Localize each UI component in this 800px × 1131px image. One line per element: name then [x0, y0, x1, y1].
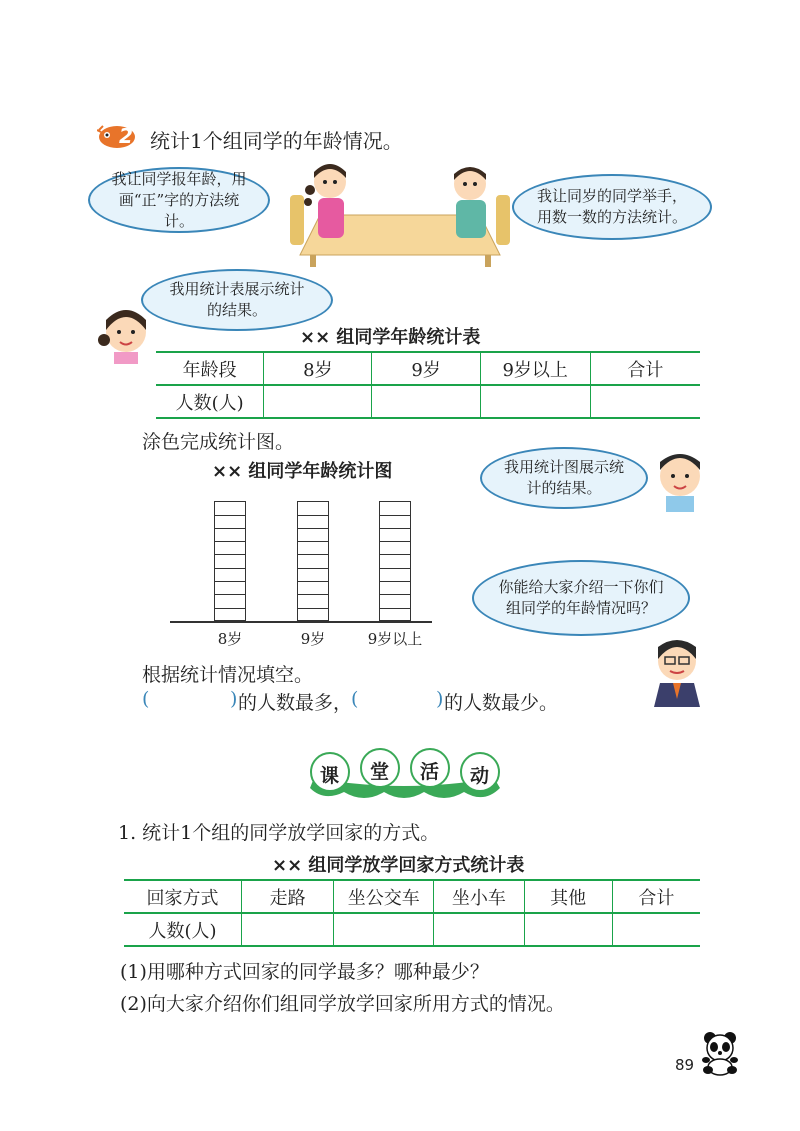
table-header-cell: 年龄段 — [156, 352, 264, 385]
fill-sentence — [142, 688, 582, 716]
answer-blank-most[interactable] — [152, 688, 232, 714]
bar-grid-cell[interactable] — [298, 581, 328, 594]
bar-grid-cell[interactable] — [298, 541, 328, 554]
speech-bubble-boy — [512, 174, 712, 240]
table-header-row — [156, 352, 700, 385]
left-paren: ( — [351, 688, 359, 710]
table-header-cell: 8岁 — [264, 352, 372, 385]
bar-grid-column[interactable] — [297, 501, 329, 621]
boy-avatar — [650, 446, 710, 512]
children-at-table-illustration — [280, 160, 520, 270]
table-cell-blank[interactable] — [590, 385, 700, 418]
bar-grid-cell[interactable] — [380, 554, 410, 567]
right-paren: ) — [230, 688, 238, 710]
left-paren: ( — [142, 688, 150, 710]
commute-statistics-table — [124, 879, 700, 947]
bar-grid-cell[interactable] — [380, 501, 410, 514]
bar-grid-cell[interactable] — [380, 581, 410, 594]
bar-grid-column[interactable] — [214, 501, 246, 621]
table-row — [124, 913, 700, 946]
bubble-text: 我用统计图展示统计的结果。 — [503, 458, 624, 497]
table-header-cell: 合计 — [590, 352, 700, 385]
age-statistics-table — [156, 351, 700, 419]
table-cell-blank[interactable] — [372, 385, 480, 418]
bar-grid-cell[interactable] — [215, 528, 245, 541]
panda-icon — [700, 1030, 740, 1076]
x-tick-label: 8岁 — [217, 630, 243, 648]
bar-grid-cell[interactable] — [215, 608, 245, 621]
bar-grid-cell[interactable] — [215, 501, 245, 514]
fill-instruction: 根据统计情况填空。 — [142, 664, 314, 686]
banner-char: 堂 — [370, 761, 390, 783]
answer-blank-least[interactable] — [361, 688, 444, 714]
question-2: (2)向大家介绍你们组同学放学回家所用方式的情况。 — [120, 993, 565, 1015]
banner-char: 课 — [320, 765, 340, 787]
table-header-cell: 走路 — [242, 880, 334, 913]
table-header-cell: 其他 — [524, 880, 612, 913]
bar-grid-cell[interactable] — [380, 515, 410, 528]
table-header-cell: 9岁 — [372, 352, 480, 385]
question-1: (1)用哪种方式回家的同学最多？哪种最少？ — [120, 961, 489, 983]
bar-grid-cell[interactable] — [298, 528, 328, 541]
page-number: 89 — [675, 1056, 695, 1074]
bar-grid-cell[interactable] — [215, 541, 245, 554]
section-number: 2 — [119, 124, 133, 148]
table-header-cell: 坐小车 — [434, 880, 524, 913]
table-cell-blank[interactable] — [434, 913, 524, 946]
table-row-label: 人数(人) — [124, 913, 242, 946]
least-text: 的人数最少。 — [444, 692, 559, 714]
most-text: 的人数最多， — [238, 692, 353, 714]
bar-grid-cell[interactable] — [298, 594, 328, 607]
age-bar-chart — [170, 488, 440, 648]
table-cell-blank[interactable] — [264, 385, 372, 418]
table-row — [156, 385, 700, 418]
bar-grid-column[interactable] — [379, 501, 411, 621]
banner-char: 活 — [420, 761, 440, 783]
bubble-text: 我让同岁的同学举手，用数一数的方法统计。 — [536, 187, 687, 226]
table-cell-blank[interactable] — [524, 913, 612, 946]
activity-item-1: 1. 统计1个组的同学放学回家的方式。 — [118, 822, 440, 844]
age-table-title: ×× 组同学年龄统计表 — [300, 327, 481, 348]
bubble-text: 你能给大家介绍一下你们组同学的年龄情况吗？ — [498, 578, 664, 617]
girl-avatar — [96, 302, 156, 364]
x-tick-label: 9岁 — [300, 630, 326, 648]
bar-grid-cell[interactable] — [215, 581, 245, 594]
age-chart-title: ×× 组同学年龄统计图 — [212, 461, 393, 482]
section-2-title: 统计1个组同学的年龄情况。 — [150, 129, 403, 153]
bar-grid-cell[interactable] — [380, 541, 410, 554]
bar-grid-cell[interactable] — [298, 568, 328, 581]
x-tick-label: 9岁以上 — [367, 630, 423, 648]
bar-grid-cell[interactable] — [215, 554, 245, 567]
bar-grid-cell[interactable] — [380, 608, 410, 621]
banner-char: 动 — [470, 765, 490, 787]
table-row-label: 人数(人) — [156, 385, 264, 418]
speech-bubble-teacher — [472, 560, 690, 636]
table-header-row — [124, 880, 700, 913]
table-cell-blank[interactable] — [242, 913, 334, 946]
table-header-cell: 9岁以上 — [480, 352, 590, 385]
table-cell-blank[interactable] — [612, 913, 700, 946]
color-instruction: 涂色完成统计图。 — [142, 431, 295, 453]
bar-grid-cell[interactable] — [215, 515, 245, 528]
table-cell-blank[interactable] — [480, 385, 590, 418]
chart-baseline — [170, 621, 432, 623]
speech-bubble-table-girl — [141, 269, 333, 331]
table-header-cell: 坐公交车 — [334, 880, 434, 913]
teacher-avatar — [646, 633, 708, 707]
section-2-badge — [97, 122, 141, 150]
bar-grid-cell[interactable] — [380, 568, 410, 581]
bar-grid-cell[interactable] — [215, 568, 245, 581]
speech-bubble-chart-boy — [480, 447, 648, 509]
bar-grid-cell[interactable] — [215, 594, 245, 607]
table-cell-blank[interactable] — [334, 913, 434, 946]
class-activity-banner — [304, 748, 504, 806]
bar-grid-cell[interactable] — [380, 528, 410, 541]
commute-table-title: ×× 组同学放学回家方式统计表 — [272, 855, 525, 876]
bubble-text: 我让同学报年龄，用画“正”字的方法统计。 — [111, 169, 247, 230]
bar-grid-cell[interactable] — [298, 501, 328, 514]
bar-grid-cell[interactable] — [298, 515, 328, 528]
bubble-text: 我用统计表展示统计的结果。 — [169, 280, 305, 319]
table-header-cell: 回家方式 — [124, 880, 242, 913]
bar-grid-cell[interactable] — [298, 554, 328, 567]
bar-grid-cell[interactable] — [380, 594, 410, 607]
speech-bubble-girl — [88, 167, 270, 233]
table-header-cell: 合计 — [612, 880, 700, 913]
right-paren: ) — [436, 688, 444, 710]
bar-grid-cell[interactable] — [298, 608, 328, 621]
